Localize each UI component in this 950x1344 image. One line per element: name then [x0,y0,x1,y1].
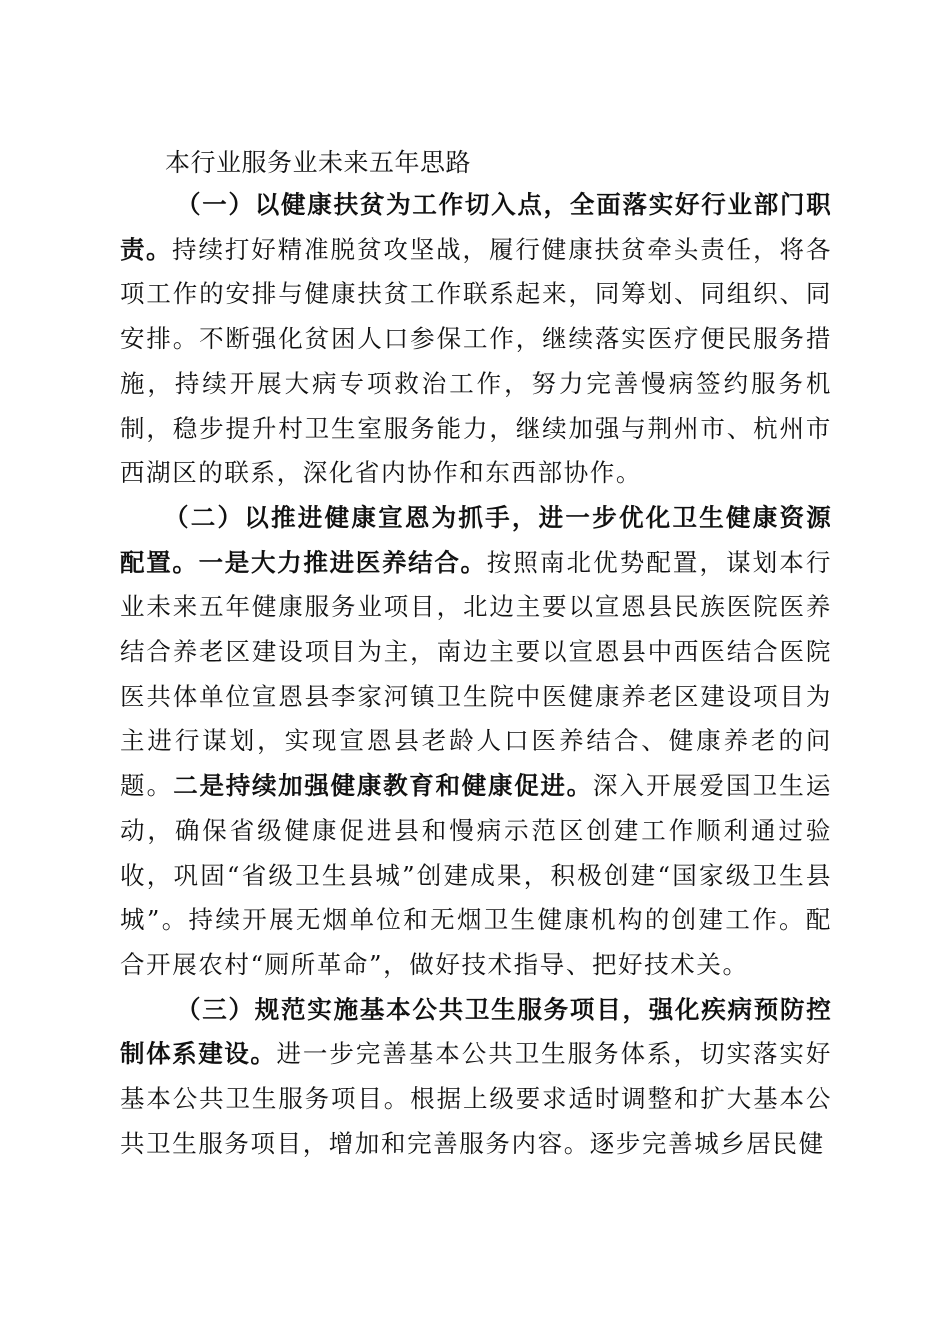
document-title: 本行业服务业未来五年思路 [165,148,472,177]
section-1-text: 持续打好精准脱贫攻坚战，履行健康扶贫牵头责任，将各项工作的安排与健康扶贫工作联系起来，同筹划、同组织、同安排。不断强化贫困人口参保工作，继续落实医疗便民服务措施，持续开展大病专项救治工作，努力完善慢病签约服务机制，稳步提升村卫生室服务能力，继续加强与荆州市、杭州市西湖区的联系，深化省内协作和东西部协作。 [120,234,832,488]
section-1-paragraph [120,183,832,496]
section-2-paragraph [120,496,832,988]
section-2-sub2-heading: 二是持续加强健康教育和健康促进。 [173,771,593,801]
document-body [120,183,832,1166]
section-1-heading: （一）以健康扶贫为工作切入点，全面落实好行业部门职责。 [120,190,832,264]
section-3-paragraph [120,988,832,1167]
section-2-sub1-heading: 一是大力推进医养结合。 [198,547,487,577]
section-2-heading: （二）以推进健康宣恩为抓手，进一步优化卫生健康资源配置。 [120,502,832,577]
section-2-sub2-text: 深入开展爱国卫生运动，确保省级健康促进县和慢病示范区创建工作顺利通过验收，巩固“省级卫生县城”创建成果，积极创建“国家级卫生县城”。持续开展无烟单位和无烟卫生健康机构的创建工作。配合开展农村“厕所革命”，做好技术指导、把好技术关。 [120,771,833,979]
section-3-heading: （三）规范实施基本公共卫生服务项目，强化疾病预防控制体系建设。 [120,994,832,1069]
section-2-sub1-text: 按照南北优势配置，谋划本行业未来五年健康服务业项目，北边主要以宣恩县民族医院医养结合养老区建设项目为主，南边主要以宣恩县中西医结合医院医共体单位宣恩县李家河镇卫生院中医健康养老区建设项目为主进行谋划，实现宣恩县老龄人口医养结合、健康养老的问题。 [120,547,832,801]
section-3-text: 进一步完善基本公共卫生服务体系，切实落实好基本公共卫生服务项目。根据上级要求适时调整和扩大基本公共卫生服务项目，增加和完善服务内容。逐步完善城乡居民健 [120,1039,832,1158]
